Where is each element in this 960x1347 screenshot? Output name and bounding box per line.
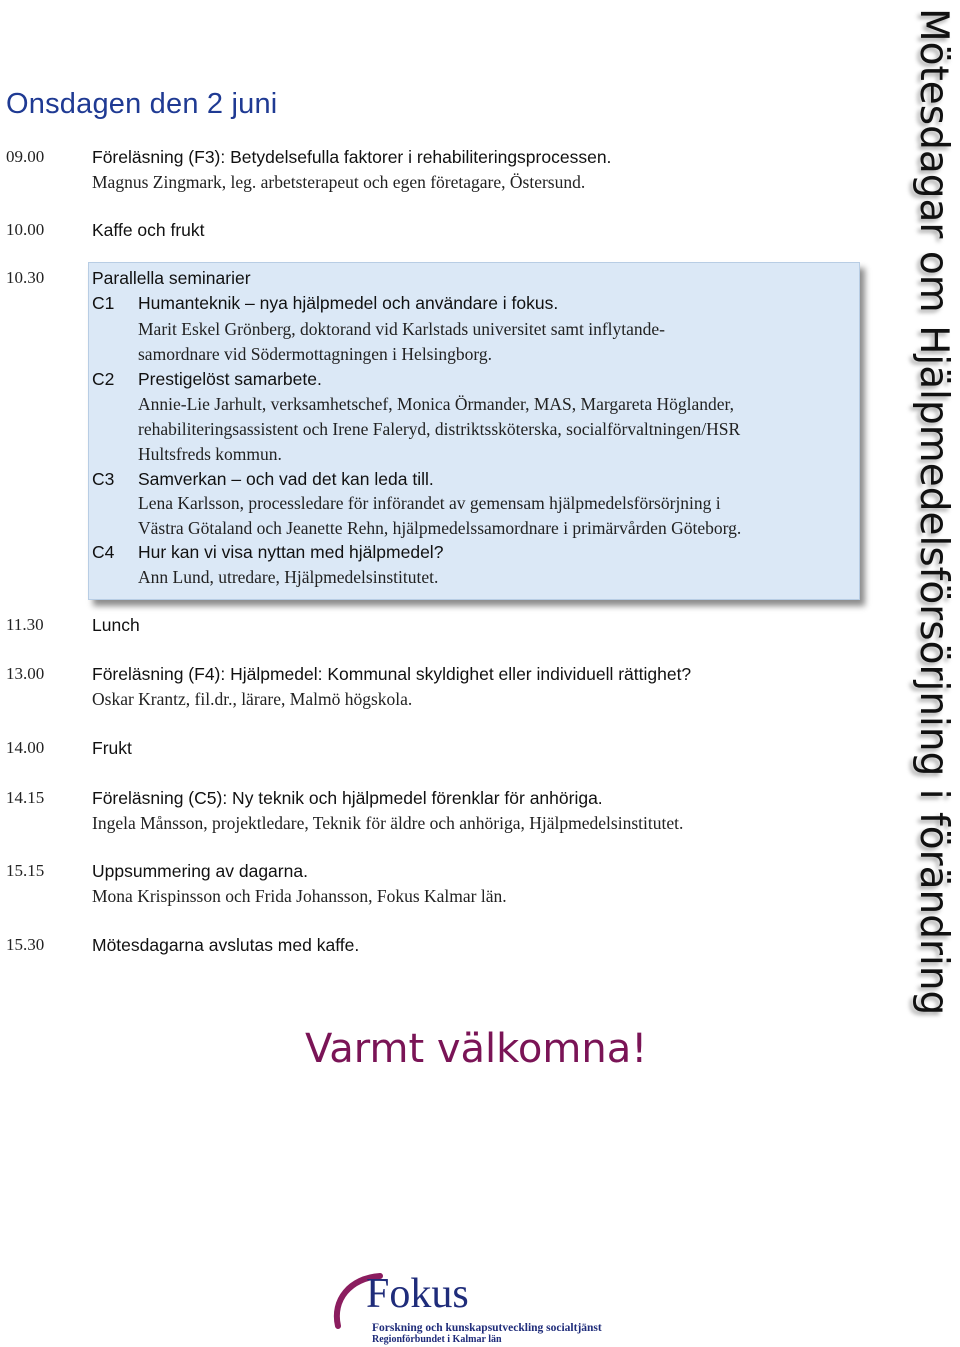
fokus-logo	[328, 1270, 608, 1344]
time-1130: 11.30	[6, 615, 44, 634]
seminar-code-c1: C1	[92, 293, 115, 313]
seminar-speaker-c1: Marit Eskel Grönberg, doktorand vid Karlstads universitet samt inflytande-	[138, 319, 665, 339]
time-1515: 15.15	[6, 861, 45, 880]
time-1415: 14.15	[6, 788, 45, 807]
logo-subtagline: Regionförbundet i Kalmar län	[372, 1334, 502, 1345]
seminar-speaker-c4: Ann Lund, utredare, Hjälpmedelsinstitutet.	[138, 567, 439, 587]
time-1030: 10.30	[6, 268, 45, 287]
seminar-title-c1: Humanteknik – nya hjälpmedel och användare i fokus.	[138, 293, 559, 313]
session-title-0900: Föreläsning (F3): Betydelsefulla faktorer i rehabiliteringsprocessen.	[92, 147, 612, 167]
seminar-title-c3: Samverkan – och vad det kan leda till.	[138, 469, 434, 489]
session-speaker-1415: Ingela Månsson, projektledare, Teknik för äldre och anhöriga, Hjälpmedelsinstitutet.	[92, 813, 684, 833]
seminar-title-c4: Hur kan vi visa nyttan med hjälpmedel?	[138, 542, 444, 562]
session-title-1030: Parallella seminarier	[92, 268, 251, 288]
seminar-speaker-c2: rehabiliteringsassistent och Irene Faleryd, distriktssköterska, socialförvaltningen/HSR	[138, 419, 741, 439]
seminar-speaker-c3: Lena Karlsson, processledare för införandet av gemensam hjälpmedelsförsörjning i	[138, 493, 721, 513]
session-speaker-0900: Magnus Zingmark, leg. arbetsterapeut och egen företagare, Östersund.	[92, 172, 586, 192]
session-title-1400: Frukt	[92, 738, 132, 758]
seminar-code-c4: C4	[92, 542, 115, 562]
time-1000: 10.00	[6, 220, 45, 239]
session-title-1300: Föreläsning (F4): Hjälpmedel: Kommunal skyldighet eller individuell rättighet?	[92, 664, 692, 684]
seminar-speaker-c2: Annie-Lie Jarhult, verksamhetschef, Monica Örmander, MAS, Margareta Höglander,	[138, 394, 734, 414]
seminar-code-c2: C2	[92, 369, 115, 389]
session-title-1130: Lunch	[92, 615, 140, 635]
session-title-1530: Mötesdagarna avslutas med kaffe.	[92, 935, 360, 955]
seminar-speaker-c3: Västra Götaland och Jeanette Rehn, hjälpmedelssamordnare i primärvården Göteborg.	[138, 518, 742, 538]
day-title: Onsdagen den 2 juni	[6, 88, 278, 120]
seminar-speaker-c1: samordnare vid Södermottagningen i Helsingborg.	[138, 344, 492, 364]
time-1530: 15.30	[6, 935, 45, 954]
session-title-1000: Kaffe och frukt	[92, 220, 205, 240]
side-title-text: Mötesdagar om Hjälpmedelsförsörjning i förändring	[911, 8, 956, 1016]
seminar-title-c2: Prestigelöst samarbete.	[138, 369, 322, 389]
seminar-speaker-c2: Hultsfreds kommun.	[138, 444, 282, 464]
session-title-1515: Uppsummering av dagarna.	[92, 861, 308, 881]
side-title	[861, 8, 956, 1016]
time-1400: 14.00	[6, 738, 45, 757]
time-0900: 09.00	[6, 147, 45, 166]
logo-tagline: Forskning och kunskapsutveckling socialtjänst	[372, 1322, 602, 1334]
welcome-text: Varmt välkomna!	[305, 1026, 648, 1072]
session-title-1415: Föreläsning (C5): Ny teknik och hjälpmedel förenklar för anhöriga.	[92, 788, 603, 808]
seminar-code-c3: C3	[92, 469, 115, 489]
session-speaker-1515: Mona Krispinsson och Frida Johansson, Fokus Kalmar län.	[92, 886, 507, 906]
time-1300: 13.00	[6, 664, 45, 683]
logo-name: Fokus	[366, 1271, 469, 1317]
session-speaker-1300: Oskar Krantz, fil.dr., lärare, Malmö högskola.	[92, 689, 413, 709]
